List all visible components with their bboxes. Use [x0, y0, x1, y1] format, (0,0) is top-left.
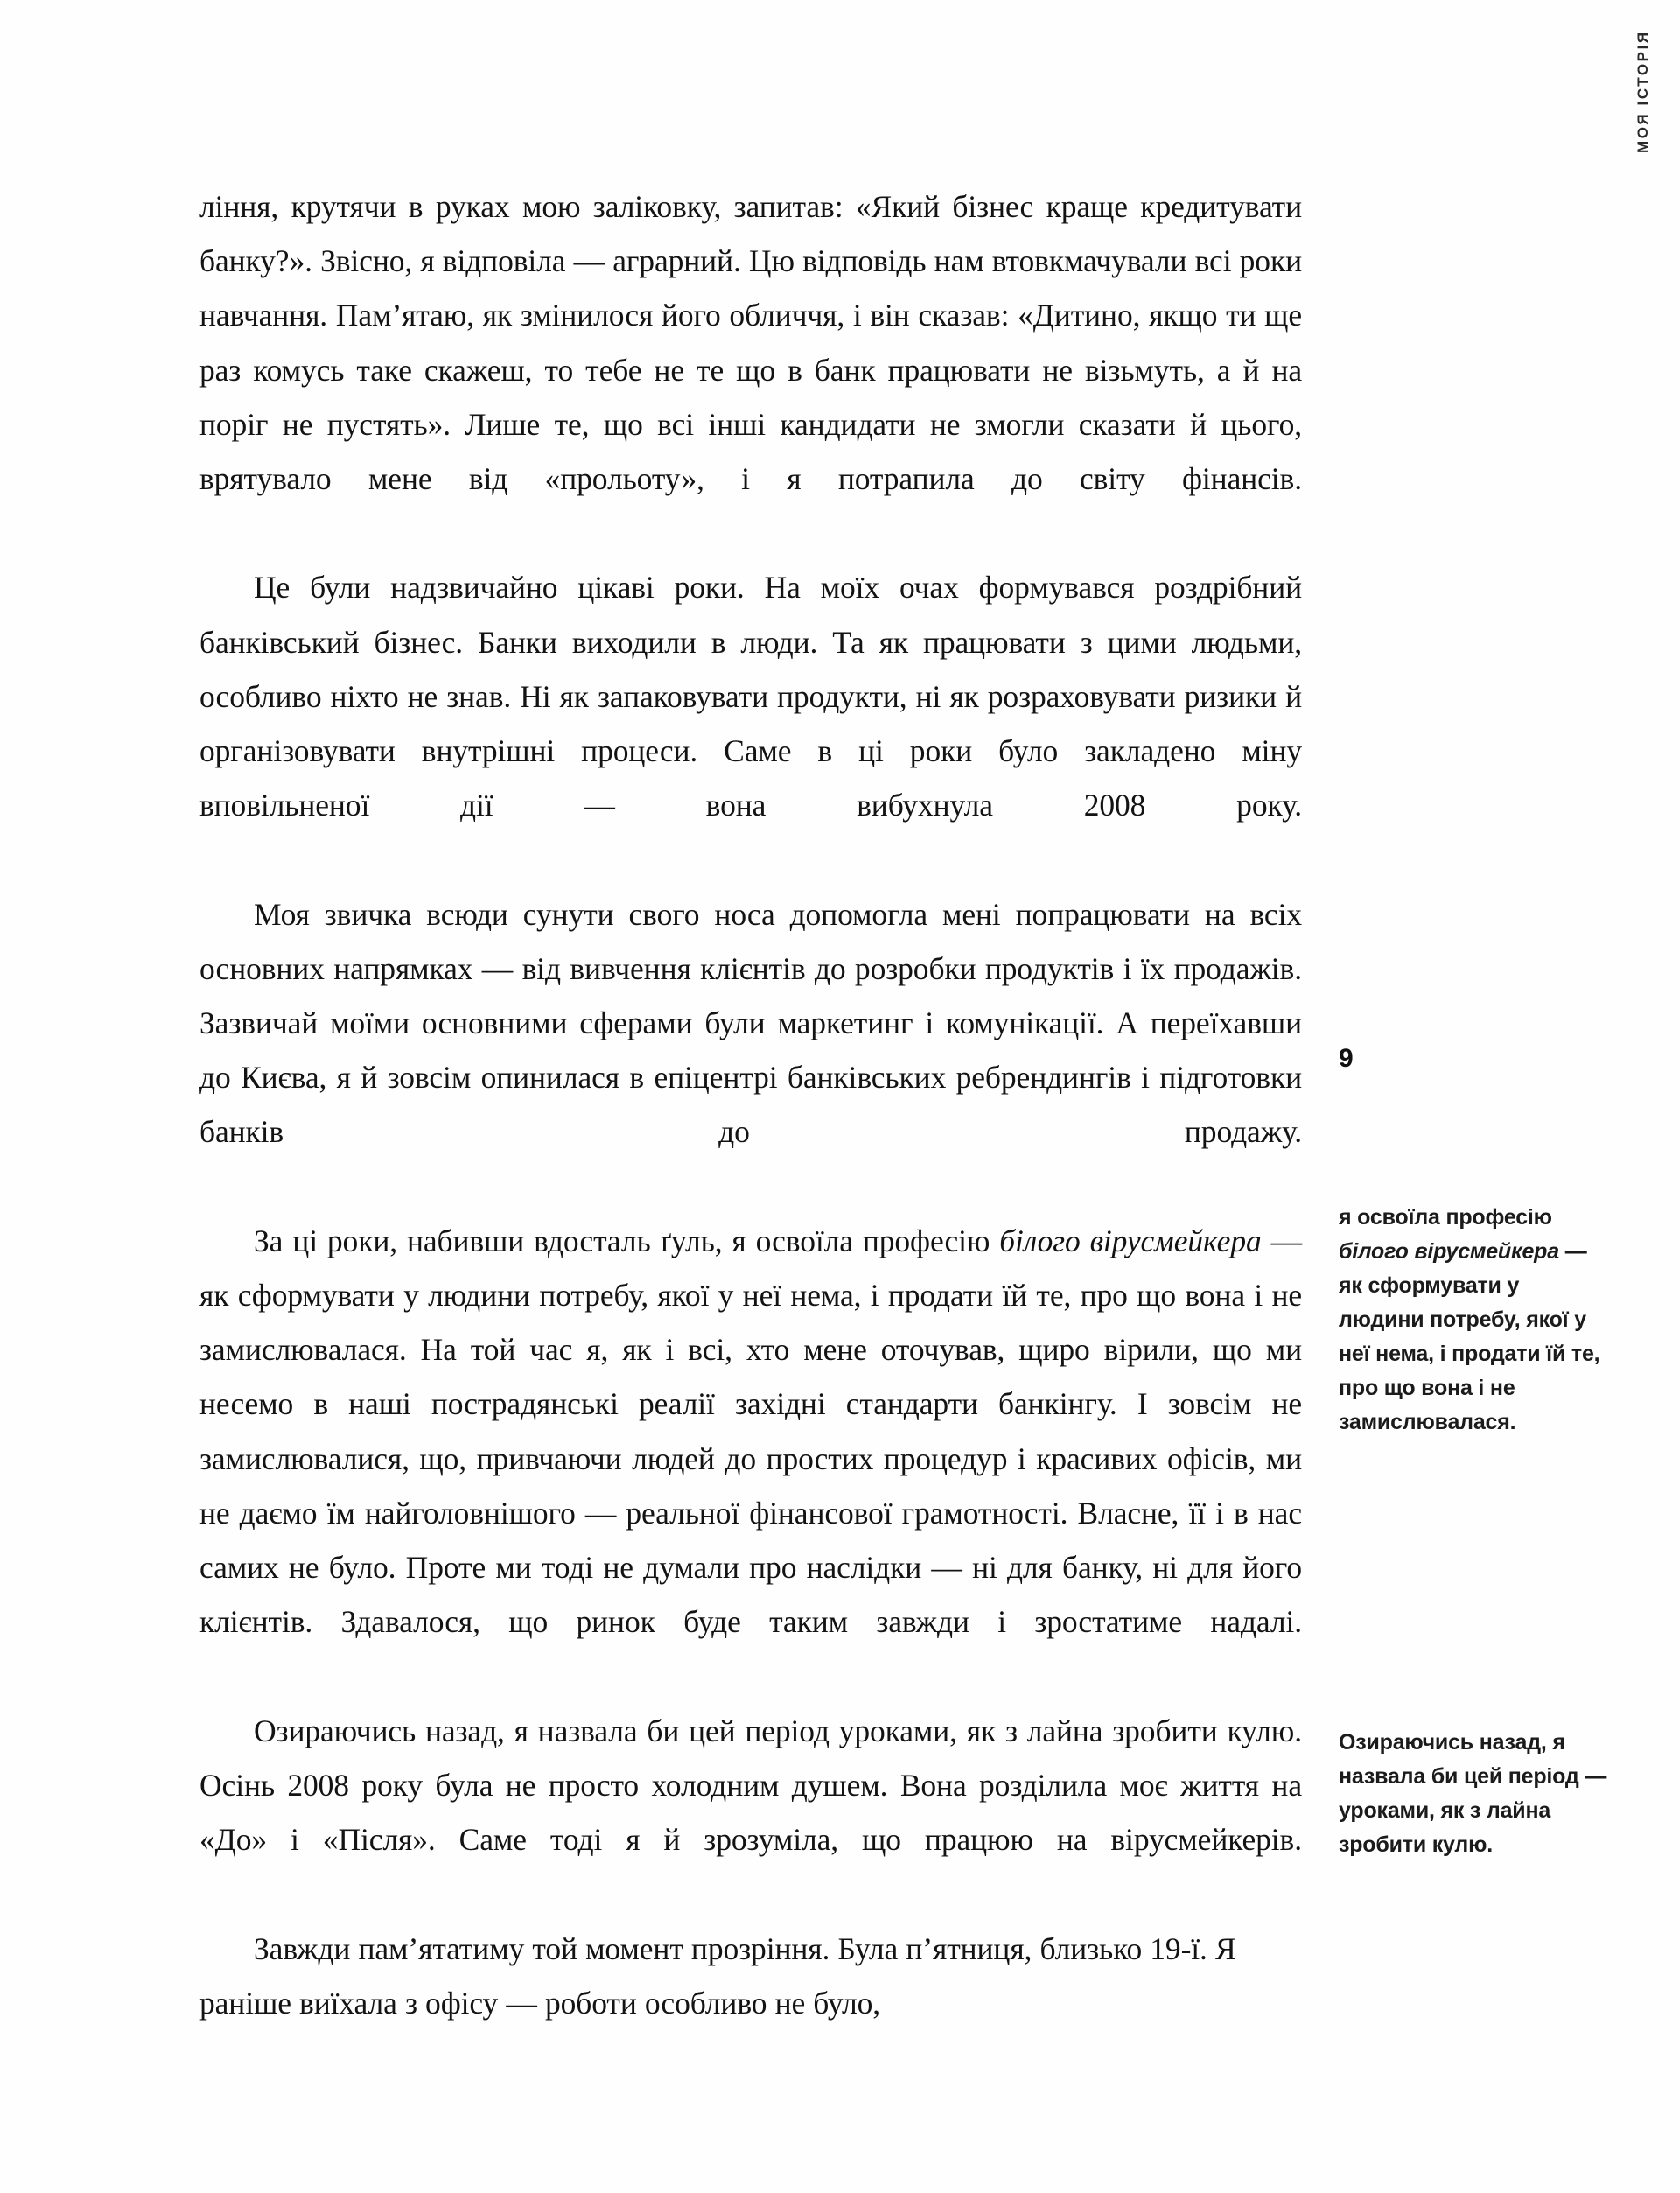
paragraph-p3: Моя звичка всюди сунути свого носа допомогла мені попрацювати на всіх основних напрямках — від вивчення клієнтів до розробки продуктів і їх продажів. Зазвичай моїми основними сферами були маркетинг і комунікації. А переїхавши до Києва, я й зовсім опинилася в епіцентрі банківських ребрендингів і підготовки банків до продажу. — [200, 896, 1302, 1150]
body-text-column — [200, 179, 1302, 2084]
page-number: 9 — [1339, 1044, 1354, 1073]
text-run: я освоїла професію — [1339, 1205, 1552, 1230]
text-run: За ці роки, набивши вдосталь ґуль, я освоїла професію — [254, 1223, 1000, 1258]
paragraph-p5: Озираючись назад, я назвала би цей період уроками, як з лайна зробити кулю. Осінь 2008 року була не просто холодним душем. Вона розділила моє життя на «До» і «Після». Саме тоді я й зрозуміла, що працюю на вірусмейкерів. — [200, 1713, 1302, 1858]
paragraph-p6: Завжди пам’ятатиму той момент прозріння. Була п’ятниця, близько 19-ї. Я раніше виїхала з офісу — роботи особливо не було, — [200, 1930, 1236, 2021]
text-run: Озираючись назад, я назвала би цей період — уроками, як з лайна зробити кулю. — [1339, 1730, 1607, 1857]
paragraph-p2: Це були надзвичайно цікаві роки. На моїх очах формувався роздрібний банківський бізнес. Банки виходили в люди. Та як працювати з цими людьми, особливо ніхто не знав. Ні як запаковувати продукти, ні як розраховувати ризики й організовувати внутрішні процеси. Саме в ці роки було закладено міну вповільненої дії — вона вибухнула 2008 року. — [200, 570, 1302, 823]
italic-phrase: білого вірусмейкера — [1339, 1239, 1559, 1264]
text-run: — як сформувати у людини потребу, якої у неї нема, і продати їй те, про що вона і не замислювалася. На той час я, як і всі, хто мене оточував, щиро вірили, що ми несемо в наші пострадянські реалії західні стандарти банкінгу. І зовсім не замислювалися, що, привчаючи людей до простих процедур і красивих офісів, ми не даємо їм найголовнішого — реальної фінансової грамотності. Власне, її і в нас самих не було. Проте ми тоді не думали про наслідки — ні для банку, ні для його клієнтів. Здавалося, що ринок буде таким завжди і зростатиме надалі. — [200, 1223, 1302, 1640]
side-note-note2 — [1339, 1726, 1610, 1862]
paragraph-p4 — [200, 1214, 1302, 1704]
side-note-note1 — [1339, 1201, 1610, 1440]
paragraph-p1: лiння, крутячи в руках мою залiковку, запитав: «Який бізнес краще кредитувати банку?». Звісно, я відповіла — аграрний. Цю відповідь нам втовкмачували всі роки навчання. Пам’ятаю, як змінилося його обличчя, і він сказав: «Дитино, якщо ти ще раз комусь таке скажеш, то тебе не те що в банк працювати не візьмуть, а й на поріг не пустять». Лише те, що всі інші кандидати не змогли сказати й цього, врятувало мене від «прольоту», і я потрапила до світу фінансів. — [200, 189, 1302, 497]
running-head: МОЯ ІСТОРІЯ — [1634, 30, 1651, 153]
italic-phrase: білого вірусмейкера — [999, 1223, 1262, 1258]
text-run: — як сформувати у людини потребу, якої у неї нема, і продати їй те, про що вона і не замислювалася. — [1339, 1239, 1600, 1434]
